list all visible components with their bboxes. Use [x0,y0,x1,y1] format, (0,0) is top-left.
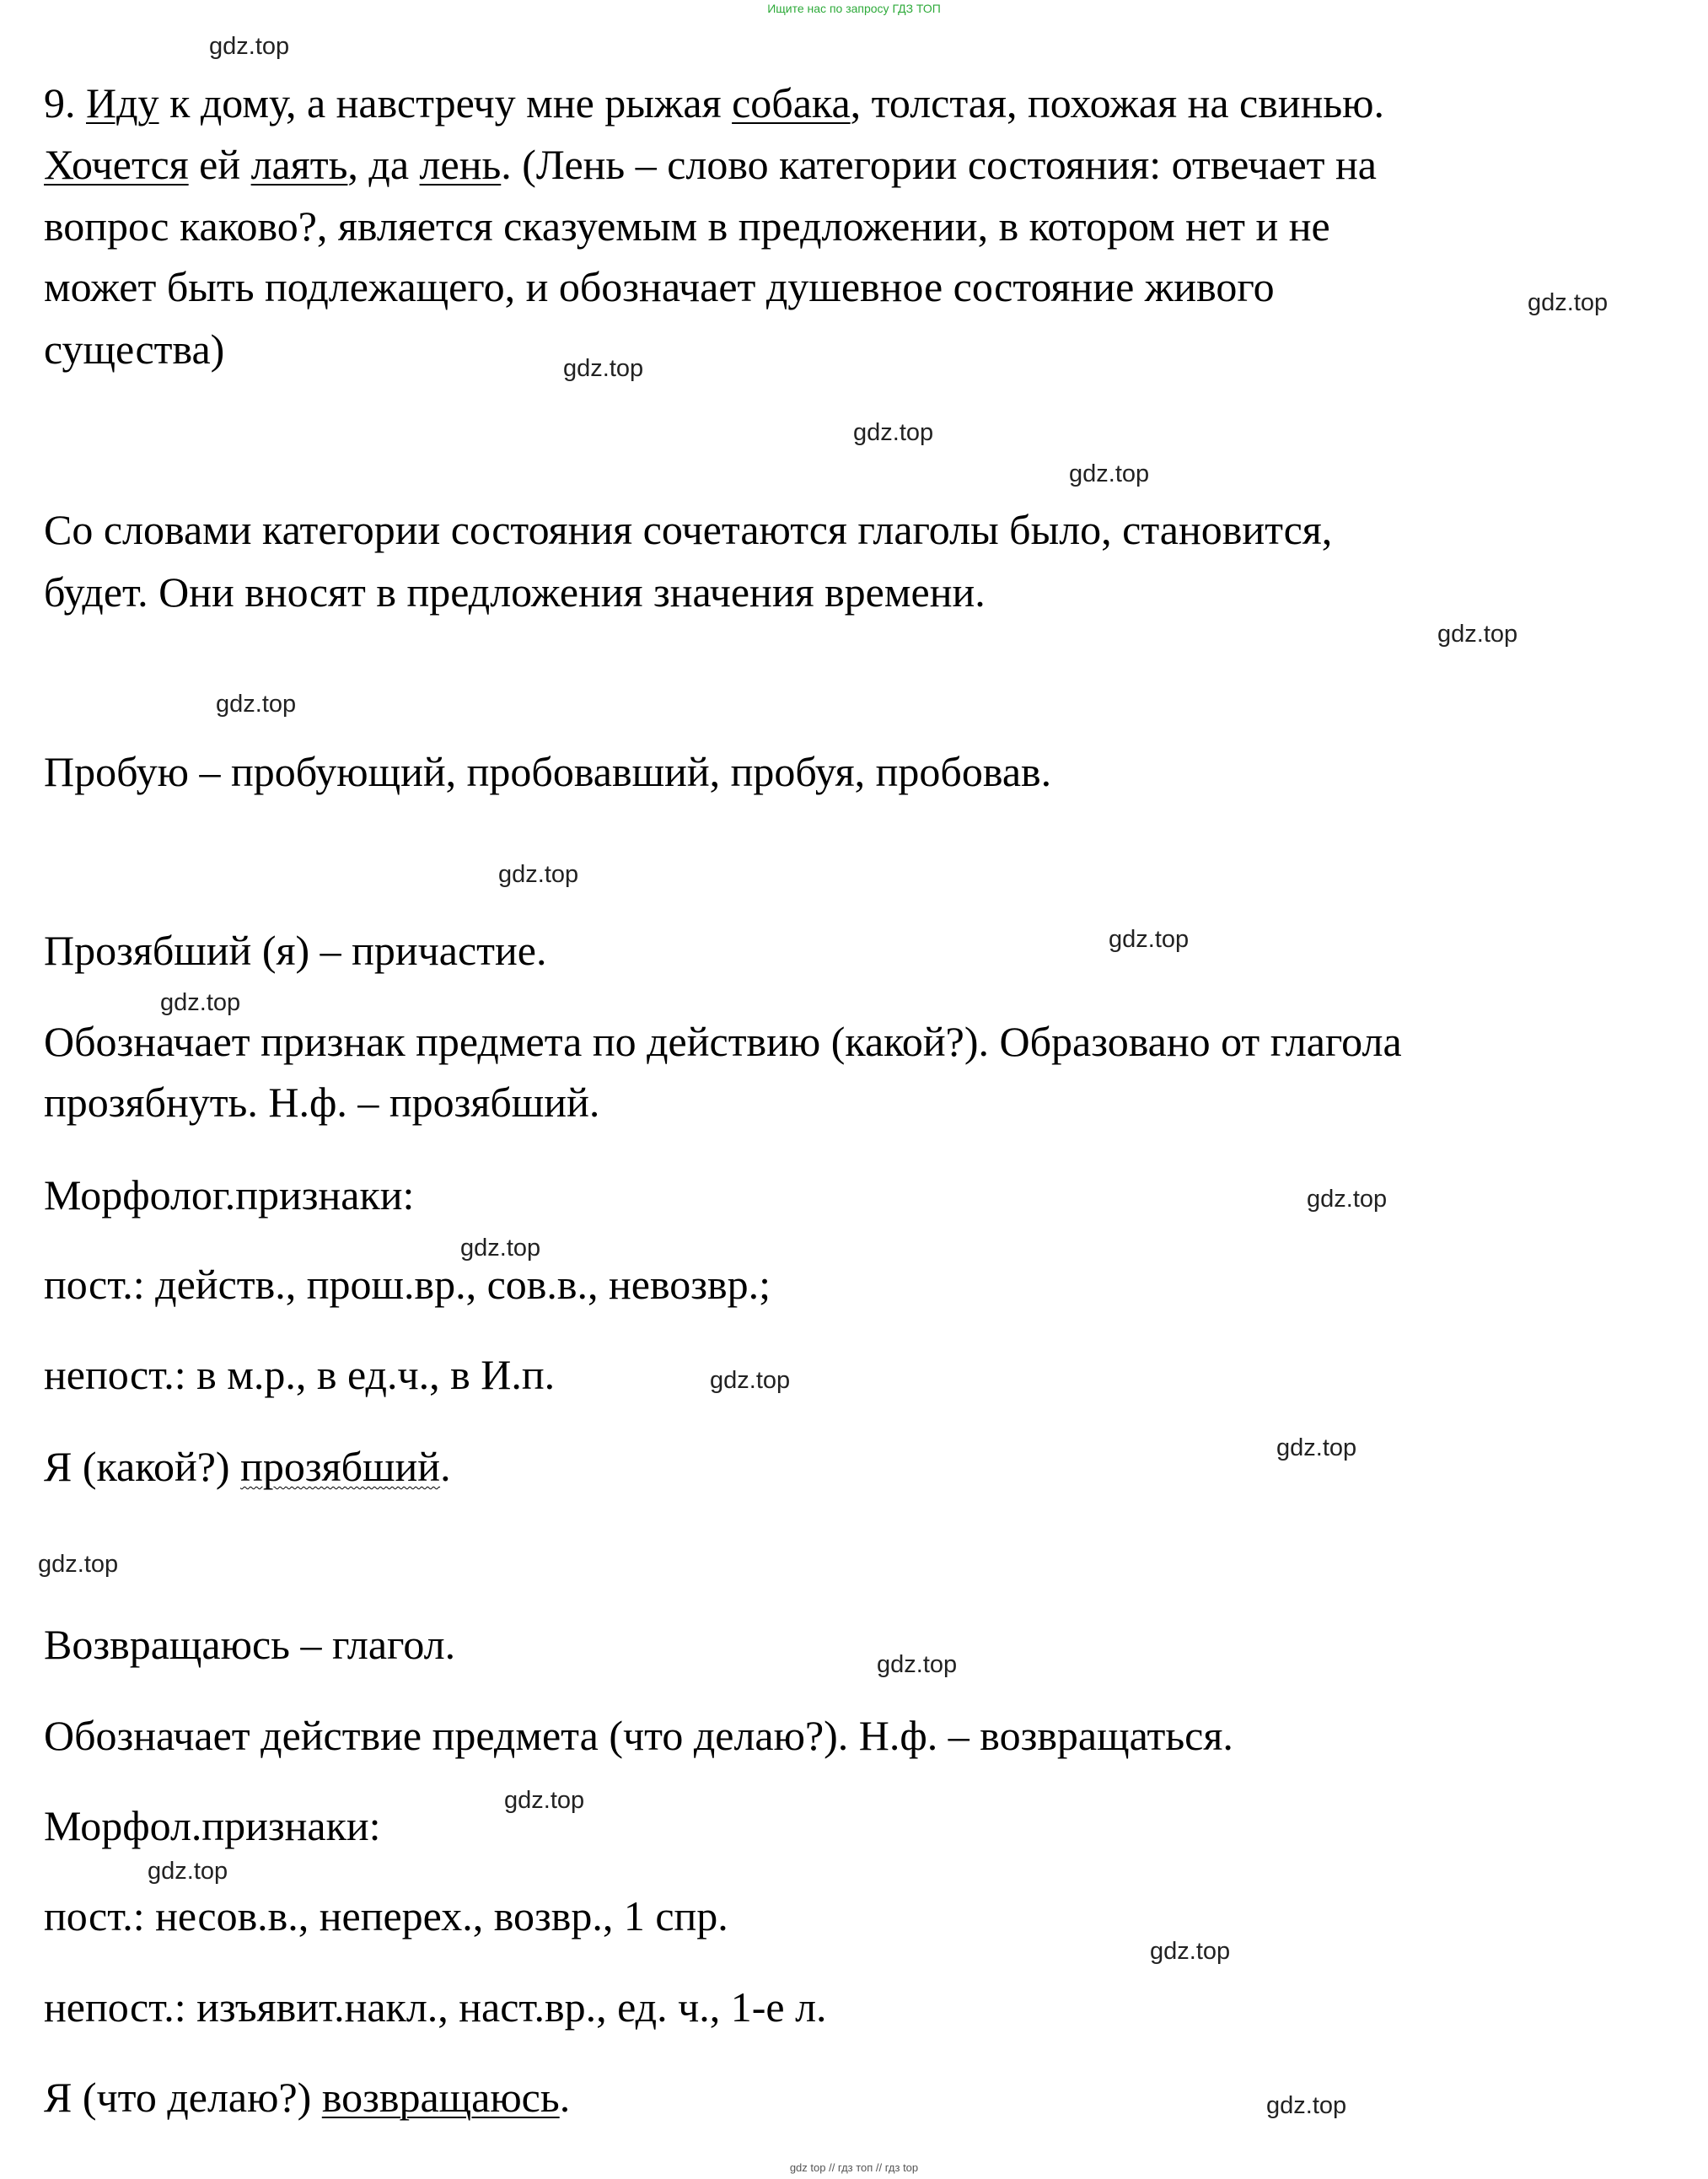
watermark: gdz.top [38,1551,119,1578]
watermark: gdz.top [1150,1938,1231,1965]
p1-line-1 [44,78,1384,128]
p5-morph-heading: Морфол.признаки: [44,1802,381,1849]
watermark: gdz.top [877,1651,958,1678]
p4-example [44,1441,451,1492]
watermark: gdz.top [1307,1186,1388,1213]
p2-line-2: будет. Они вносят в предложения значения времени. [44,568,986,616]
text-span: ей [188,141,251,188]
watermark: gdz.top [1437,621,1518,648]
wavy-underlined-word: прозябший [240,1443,441,1490]
p1-line-3: вопрос каково?, является сказуемым в предложении, в котором нет и не [44,202,1330,250]
task-number: 9. [44,79,86,126]
text-span: к дому, а навстречу мне рыжая [158,79,733,126]
p2-line-1: Со словами категории состояния сочетаются глаголы было, становится, [44,506,1333,553]
p1-line-4: может быть подлежащего, и обозначает душевное состояние живого [44,263,1275,310]
watermark: gdz.top [216,691,297,718]
watermark: gdz.top [1266,2092,1347,2119]
p5-desc-1: Обозначает действие предмета (что делаю?). Н.ф. – возвращаться. [44,1712,1233,1759]
watermark: gdz.top [460,1235,541,1262]
p3-line: Пробую – пробующий, пробовавший, пробуя, пробовав. [44,748,1052,795]
p4-title: Прозябший (я) – причастие. [44,927,547,974]
watermark: gdz.top [504,1787,585,1814]
watermark: gdz.top [853,419,934,446]
p1-line-5: существа) [44,326,225,373]
watermark: gdz.top [710,1367,791,1394]
underlined-word: возвращаюсь [321,2074,560,2121]
p5-example [44,2072,570,2123]
text-span: Я (какой?) [44,1443,241,1490]
watermark: gdz.top [1276,1434,1357,1461]
text-span: , толстая, похожая на свинью. [850,79,1385,126]
p4-variable-features: непост.: в м.р., в ед.ч., в И.п. [44,1351,556,1398]
watermark: gdz.top [1109,926,1190,953]
watermark: gdz.top [1528,289,1609,316]
watermark: gdz.top [148,1858,228,1885]
watermark: gdz.top [1069,460,1150,487]
text-span: . [559,2074,571,2121]
watermark: gdz.top [209,33,290,60]
p5-variable-features: непост.: изъявит.накл., наст.вр., ед. ч., 1-е л. [44,1983,827,2031]
p1-line-2 [44,139,1377,190]
footer-watermark: gdz top // гдз топ // гдз top [789,2161,919,2174]
top-banner: Ищите нас по запросу ГДЗ ТОП [767,2,941,15]
underlined-word: Иду [86,79,159,126]
p5-constant-features: пост.: несов.в., неперех., возвр., 1 спр. [44,1892,728,1940]
p4-desc-2: прозябнуть. Н.ф. – прозябший. [44,1079,600,1126]
underlined-word: лаять [250,141,348,188]
text-span: , да [347,141,420,188]
watermark: gdz.top [498,861,579,888]
underlined-word: Хочется [44,141,189,188]
watermark: gdz.top [160,989,241,1016]
underlined-word: лень [419,141,502,188]
p5-title: Возвращаюсь – глагол. [44,1621,456,1668]
p4-desc-1: Обозначает признак предмета по действию (какой?). Образовано от глагола [44,1018,1402,1065]
underlined-word: собака [732,79,851,126]
watermark: gdz.top [563,355,644,382]
text-span: . (Лень – слово категории состояния: отвечает на [501,141,1377,188]
text-span: Я (что делаю?) [44,2074,322,2121]
p4-morph-heading: Морфолог.признаки: [44,1171,415,1219]
text-span: . [440,1443,451,1490]
p4-constant-features: пост.: действ., прош.вр., сов.в., невозвр.; [44,1261,771,1308]
